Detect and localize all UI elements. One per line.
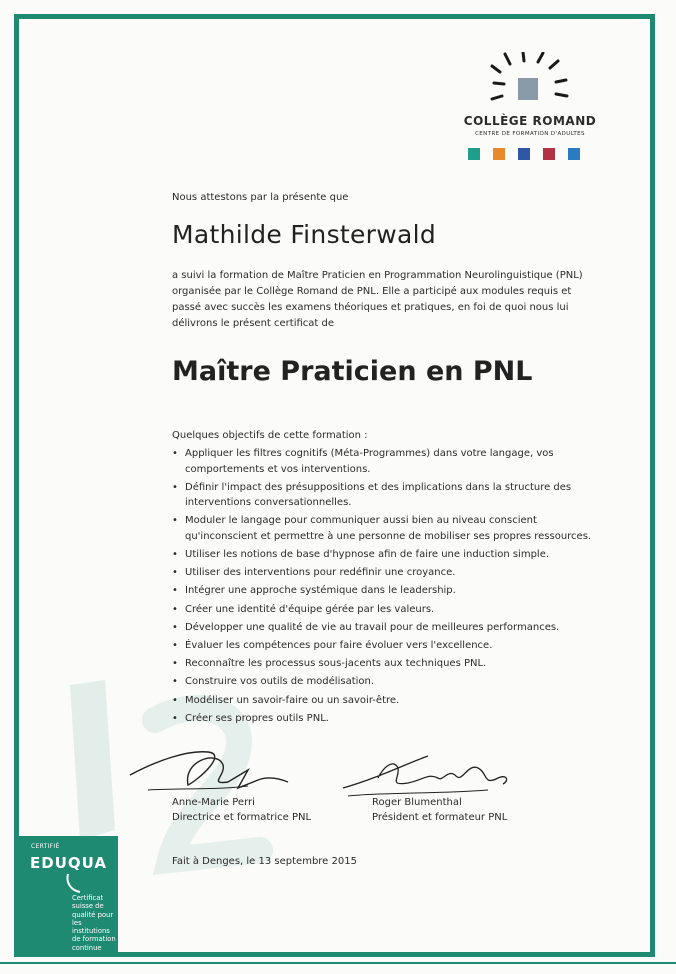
certificate-title: Maître Praticien en PNL [172,356,533,387]
eduqua-certified-label: CERTIFIÉ [31,843,60,850]
signature-perri [128,740,298,800]
logo-square-red [543,148,555,160]
eduqua-name: EDUQUA [30,854,107,872]
signatory-2-name: Roger Blumenthal [372,797,462,808]
logo-subtitle: CENTRE DE FORMATION D'ADULTES [475,131,585,137]
eduqua-badge [14,836,118,957]
signatory-1-role: Directrice et formatrice PNL [172,812,312,823]
attestation-paragraph: a suivi la formation de Maître Praticien en Programmation Neurolinguistique (PNL) organisée par le Collège Romand de PNL. Elle a participé aux modules requis et passé avec succès les examens théoriques et pratiques, en foi de quoi nous lui délivrons le présent certificat de [172,270,583,329]
objective-item: • Appliquer les filtres cognitifs (Méta-Programmes) dans votre langage, vos comportements et vos interventions. [172,446,592,477]
objective-item: • Construire vos outils de modélisation. [172,674,592,690]
recipient-name: Mathilde Finsterwald [172,220,437,249]
logo-square-lightblue [568,148,580,160]
objective-item: • Utiliser les notions de base d'hypnose afin de faire une induction simple. [172,547,592,563]
objective-item: • Modéliser un savoir-faire ou un savoir-être. [172,693,592,709]
objective-item: • Créer ses propres outils PNL. [172,711,592,727]
objective-item: • Définir l'impact des présuppositions et des implications dans la structure des interventions conversationnelles. [172,480,592,511]
eduqua-swirl-icon [64,872,84,894]
objective-item: • Reconnaître les processus sous-jacents aux techniques PNL. [172,656,592,672]
objective-item: • Utiliser des interventions pour redéfinir une croyance. [172,565,592,581]
logo-square-orange [493,148,505,160]
objective-item: • Créer une identité d'équipe gérée par les valeurs. [172,602,592,618]
signatory-2 [372,795,507,825]
objectives-heading: Quelques objectifs de cette formation : [172,430,368,441]
objective-item: • Évaluer les compétences pour faire évoluer vers l'excellence. [172,638,592,654]
logo-square-blue [518,148,530,160]
objectives-list [172,446,592,729]
objective-item: • Développer une qualité de vie au travail pour de meilleures performances. [172,620,592,636]
attestation-intro: Nous attestons par la présente que [172,192,349,203]
bottom-rule [0,962,676,964]
signatory-1-name: Anne-Marie Perri [172,797,255,808]
objective-item: • Intégrer une approche systémique dans le leadership. [172,583,592,599]
place-and-date: Fait à Denges, le 13 septembre 2015 [172,856,357,867]
logo-color-squares [468,148,580,160]
objective-item: • Moduler le langage pour communiquer aussi bien au niveau conscient qu'inconscient et permettre à une personne de mobiliser ses propres ressources. [172,513,592,544]
sun-rays-icon [488,52,572,110]
logo-square-teal [468,148,480,160]
college-romand-logo [450,52,610,172]
signatory-1 [172,795,311,825]
logo-name: COLLÈGE ROMAND [463,114,597,128]
eduqua-description: Certificat suisse de qualité pour les institutions de formation continue [72,894,116,952]
signatory-2-role: Président et formateur PNL [372,812,508,823]
